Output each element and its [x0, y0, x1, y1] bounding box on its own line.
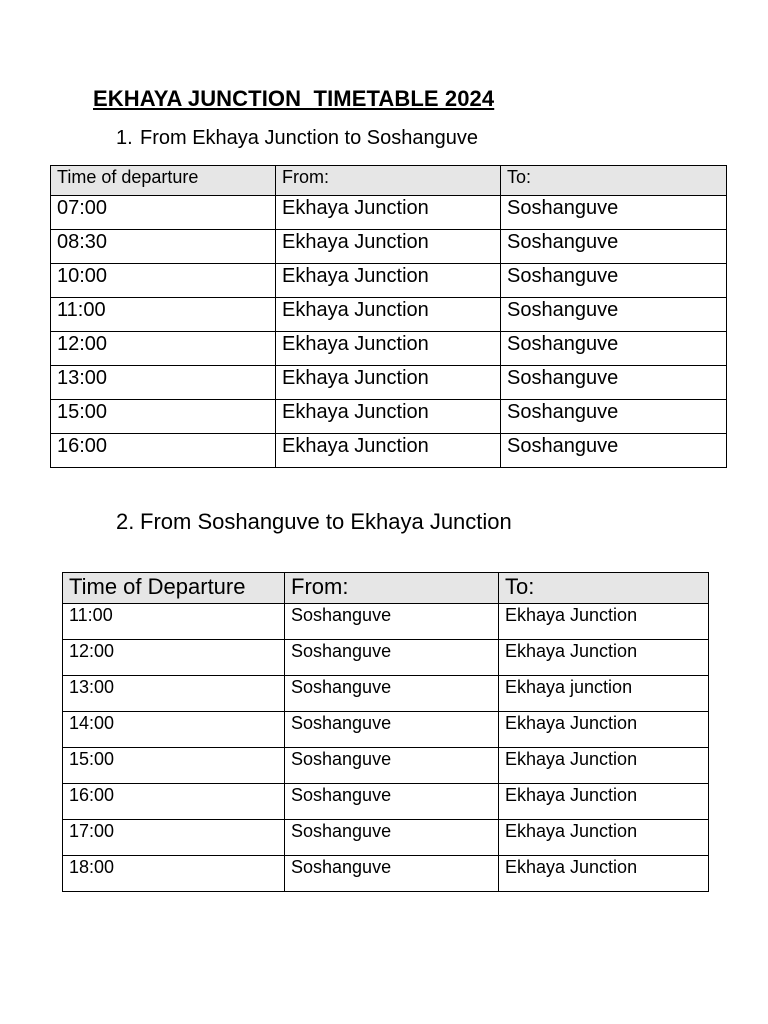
column-header-time: Time of departure — [51, 166, 276, 196]
from-cell: Soshanguve — [285, 604, 499, 640]
section-1-number: 1. — [116, 127, 133, 149]
from-cell: Soshanguve — [285, 676, 499, 712]
section-2-number: 2. — [116, 509, 135, 534]
table-row — [63, 748, 709, 784]
table-row — [51, 196, 727, 230]
from-cell: Soshanguve — [285, 748, 499, 784]
departure-time-cell: 17:00 — [63, 820, 285, 856]
departure-time-cell: 07:00 — [51, 196, 276, 230]
table-row — [51, 400, 727, 434]
departure-time-cell: 16:00 — [63, 784, 285, 820]
table-row — [63, 604, 709, 640]
column-header-to: To: — [499, 573, 709, 604]
to-cell: Ekhaya junction — [499, 676, 709, 712]
to-cell: Soshanguve — [501, 196, 727, 230]
to-cell: Ekhaya Junction — [499, 712, 709, 748]
from-cell: Ekhaya Junction — [276, 366, 501, 400]
departure-time-cell: 18:00 — [63, 856, 285, 892]
to-cell: Ekhaya Junction — [499, 604, 709, 640]
column-header-from: From: — [276, 166, 501, 196]
timetable-ekhaya-to-soshanguve — [50, 165, 727, 468]
section-1-heading-text: From Ekhaya Junction to Soshanguve — [140, 127, 478, 149]
departure-time-cell: 16:00 — [51, 434, 276, 468]
to-cell: Ekhaya Junction — [499, 820, 709, 856]
from-cell: Ekhaya Junction — [276, 434, 501, 468]
to-cell: Ekhaya Junction — [499, 640, 709, 676]
to-cell: Soshanguve — [501, 434, 727, 468]
to-cell: Soshanguve — [501, 264, 727, 298]
table-row — [63, 856, 709, 892]
table-body — [51, 196, 727, 468]
section-2-heading — [116, 509, 512, 535]
to-cell: Soshanguve — [501, 332, 727, 366]
departure-time-cell: 13:00 — [51, 366, 276, 400]
to-cell: Soshanguve — [501, 230, 727, 264]
table-body — [63, 604, 709, 892]
to-cell: Ekhaya Junction — [499, 856, 709, 892]
from-cell: Ekhaya Junction — [276, 332, 501, 366]
departure-time-cell: 14:00 — [63, 712, 285, 748]
table-row — [51, 434, 727, 468]
from-cell: Ekhaya Junction — [276, 298, 501, 332]
from-cell: Ekhaya Junction — [276, 400, 501, 434]
table-header-row — [63, 573, 709, 604]
from-cell: Ekhaya Junction — [276, 230, 501, 264]
departure-time-cell: 12:00 — [51, 332, 276, 366]
table-row — [63, 676, 709, 712]
table-row — [63, 820, 709, 856]
departure-time-cell: 11:00 — [51, 298, 276, 332]
from-cell: Soshanguve — [285, 712, 499, 748]
from-cell: Ekhaya Junction — [276, 264, 501, 298]
column-header-from: From: — [285, 573, 499, 604]
section-1-heading — [116, 127, 478, 150]
table-header-row — [51, 166, 727, 196]
table-row — [63, 784, 709, 820]
departure-time-cell: 11:00 — [63, 604, 285, 640]
departure-time-cell: 12:00 — [63, 640, 285, 676]
departure-time-cell: 10:00 — [51, 264, 276, 298]
table-row — [51, 230, 727, 264]
table-row — [51, 332, 727, 366]
table-row — [63, 712, 709, 748]
from-cell: Soshanguve — [285, 640, 499, 676]
departure-time-cell: 08:30 — [51, 230, 276, 264]
to-cell: Ekhaya Junction — [499, 784, 709, 820]
timetable-soshanguve-to-ekhaya — [62, 572, 709, 892]
section-2-heading-text: From Soshanguve to Ekhaya Junction — [140, 509, 512, 534]
table-row — [51, 264, 727, 298]
from-cell: Ekhaya Junction — [276, 196, 501, 230]
to-cell: Soshanguve — [501, 366, 727, 400]
to-cell: Ekhaya Junction — [499, 748, 709, 784]
column-header-to: To: — [501, 166, 727, 196]
departure-time-cell: 15:00 — [63, 748, 285, 784]
table-row — [63, 640, 709, 676]
from-cell: Soshanguve — [285, 856, 499, 892]
table-row — [51, 366, 727, 400]
from-cell: Soshanguve — [285, 784, 499, 820]
departure-time-cell: 13:00 — [63, 676, 285, 712]
from-cell: Soshanguve — [285, 820, 499, 856]
table-row — [51, 298, 727, 332]
column-header-time: Time of Departure — [63, 573, 285, 604]
to-cell: Soshanguve — [501, 298, 727, 332]
document-title: EKHAYA JUNCTION TIMETABLE 2024 — [93, 86, 495, 111]
departure-time-cell: 15:00 — [51, 400, 276, 434]
to-cell: Soshanguve — [501, 400, 727, 434]
